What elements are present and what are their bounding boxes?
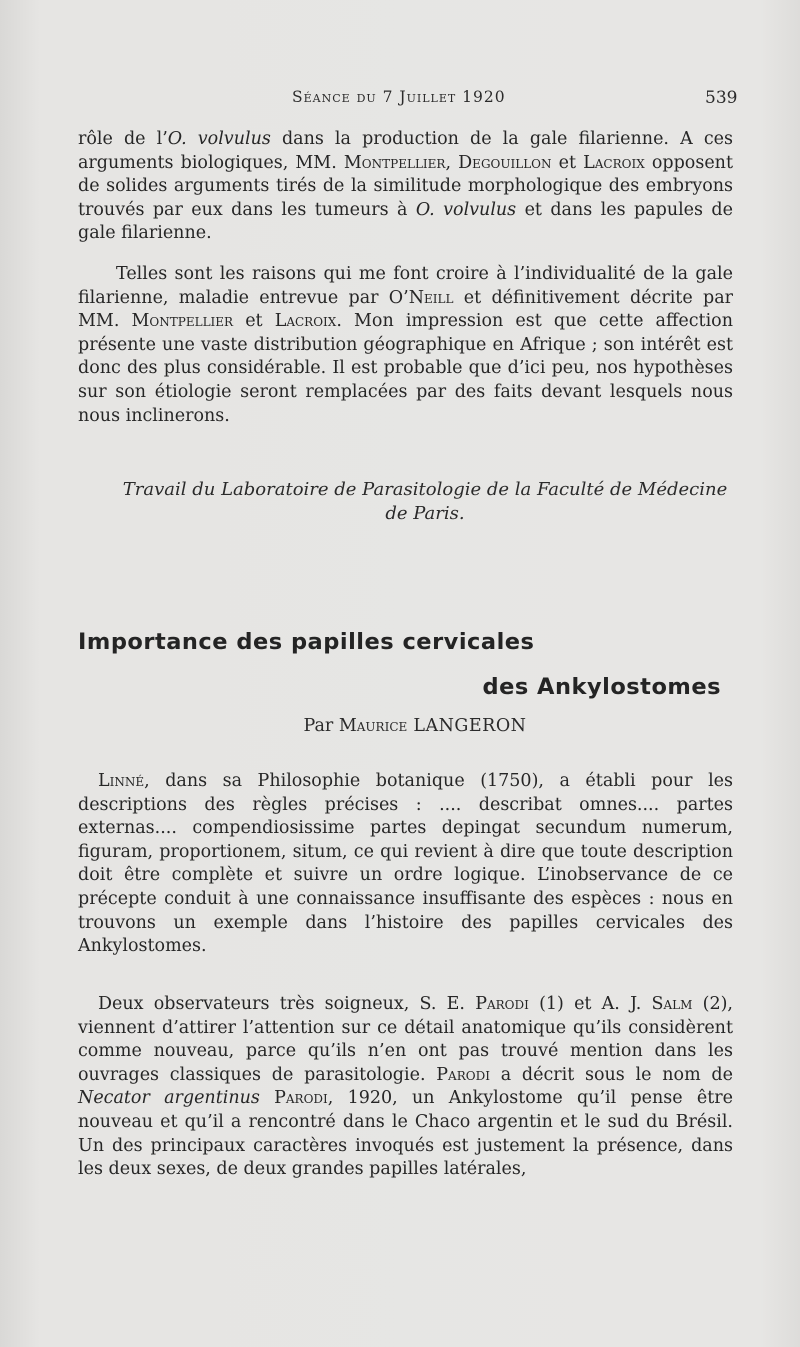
page-number: 539 bbox=[705, 88, 738, 108]
author-name: Parodi bbox=[274, 1088, 328, 1109]
text-run: (2), viennent d’attirer l’attention sur ce détail anatomique qu’ils considèrent comme nouveau, parce qu’ils n’en ont pas trouvé mention dans les ouvrages classiques de parasitologie. bbox=[78, 994, 733, 1085]
author-name: Parodi bbox=[475, 994, 529, 1014]
text-run: a décrit sous le nom de bbox=[489, 1064, 733, 1085]
author-name: Montpellier bbox=[131, 311, 234, 332]
text-run bbox=[260, 1088, 274, 1108]
text-run: et dans les papules de gale filarienne. bbox=[78, 199, 733, 244]
byline-prefix: Par bbox=[303, 716, 339, 736]
text-run: , bbox=[445, 152, 459, 173]
text-run: et définitivement décrite par MM. bbox=[78, 287, 733, 332]
author-surname: LANGERON bbox=[407, 716, 527, 736]
species-name: O. volvulus bbox=[167, 129, 271, 149]
author-name: Degouillon bbox=[458, 152, 552, 173]
species-name: O. volvulus bbox=[415, 199, 517, 220]
paragraph-intro bbox=[78, 770, 733, 959]
paragraph-continuation bbox=[78, 128, 733, 246]
author-name: Salm bbox=[651, 994, 693, 1014]
text-run: dans la production de la gale filarienne. A ces arguments biologiques, MM. bbox=[78, 129, 733, 173]
author-name: Linné bbox=[98, 771, 145, 791]
article-title-line-1: Importance des papilles cervicales bbox=[78, 629, 535, 655]
running-header bbox=[0, 88, 800, 114]
laboratory-credit: Travail du Laboratoire de Parasitologie de la Faculté de Médecine de Paris. bbox=[122, 479, 728, 524]
author-name: Lacroix bbox=[583, 152, 645, 173]
paragraph-conclusion bbox=[78, 263, 733, 428]
article-title-line-2: des Ankylostomes bbox=[482, 674, 721, 700]
species-name: Necator argentinus bbox=[78, 1088, 260, 1109]
text-run: Telles sont les raisons qui me font croire à l’individualité de la gale filarienne, maladie entrevue par O’ bbox=[78, 264, 733, 308]
paragraph-observers bbox=[78, 993, 733, 1182]
author-name: Neill bbox=[408, 287, 454, 308]
text-run: rôle de l’ bbox=[78, 129, 168, 149]
text-run: et bbox=[233, 311, 275, 332]
running-title: Séance du 7 Juillet 1920 bbox=[292, 88, 506, 106]
author-name: Montpellier bbox=[343, 152, 446, 173]
text-run: Deux observateurs très soigneux, S. E. bbox=[98, 994, 476, 1014]
byline bbox=[0, 716, 800, 736]
author-name: Parodi bbox=[436, 1064, 490, 1085]
text-run: , 1920, un Ankylostome qu’il pense être nouveau et qu’il a rencontré dans le Chaco argentin et le sud du Brésil. Un des principaux caractères invoqués est justement la présence, dans les deux sexes, de deux grandes papilles latérales, bbox=[78, 1088, 733, 1180]
text-run: et bbox=[551, 152, 584, 173]
text-run: opposent de solides arguments tirés de la similitude morphologique des embryons trouvés par eux dans les tumeurs à bbox=[78, 152, 733, 220]
author-name: Lacroix bbox=[274, 311, 337, 332]
author-first-name: Maurice bbox=[338, 716, 408, 736]
text-run: . Mon impression est que cette affection présente une vaste distribution géographique en Afrique ; son intérêt est donc des plus considérable. Il est probable que d’ici peu, nos hypothèses sur son étiologie seront remplacées par des faits devant lesquels nous nous inclinerons. bbox=[78, 311, 733, 426]
text-run: (1) et A. J. bbox=[528, 994, 652, 1014]
text-run: , dans sa Philosophie botanique (1750), a établi pour les descriptions des règles précises : .... describat omnes.... partes externas.... compendiosissime partes depingat secundum numerum, figuram, proportionem, situm, ce qui revient à dire que toute description doit être complète et suivre un ordre logique. L’inobservance de ce précepte conduit à une connaissance insuffisante des espèces : nous en trouvons un exemple dans l’histoire des papilles cervicales des Ankylostomes. bbox=[78, 771, 733, 957]
